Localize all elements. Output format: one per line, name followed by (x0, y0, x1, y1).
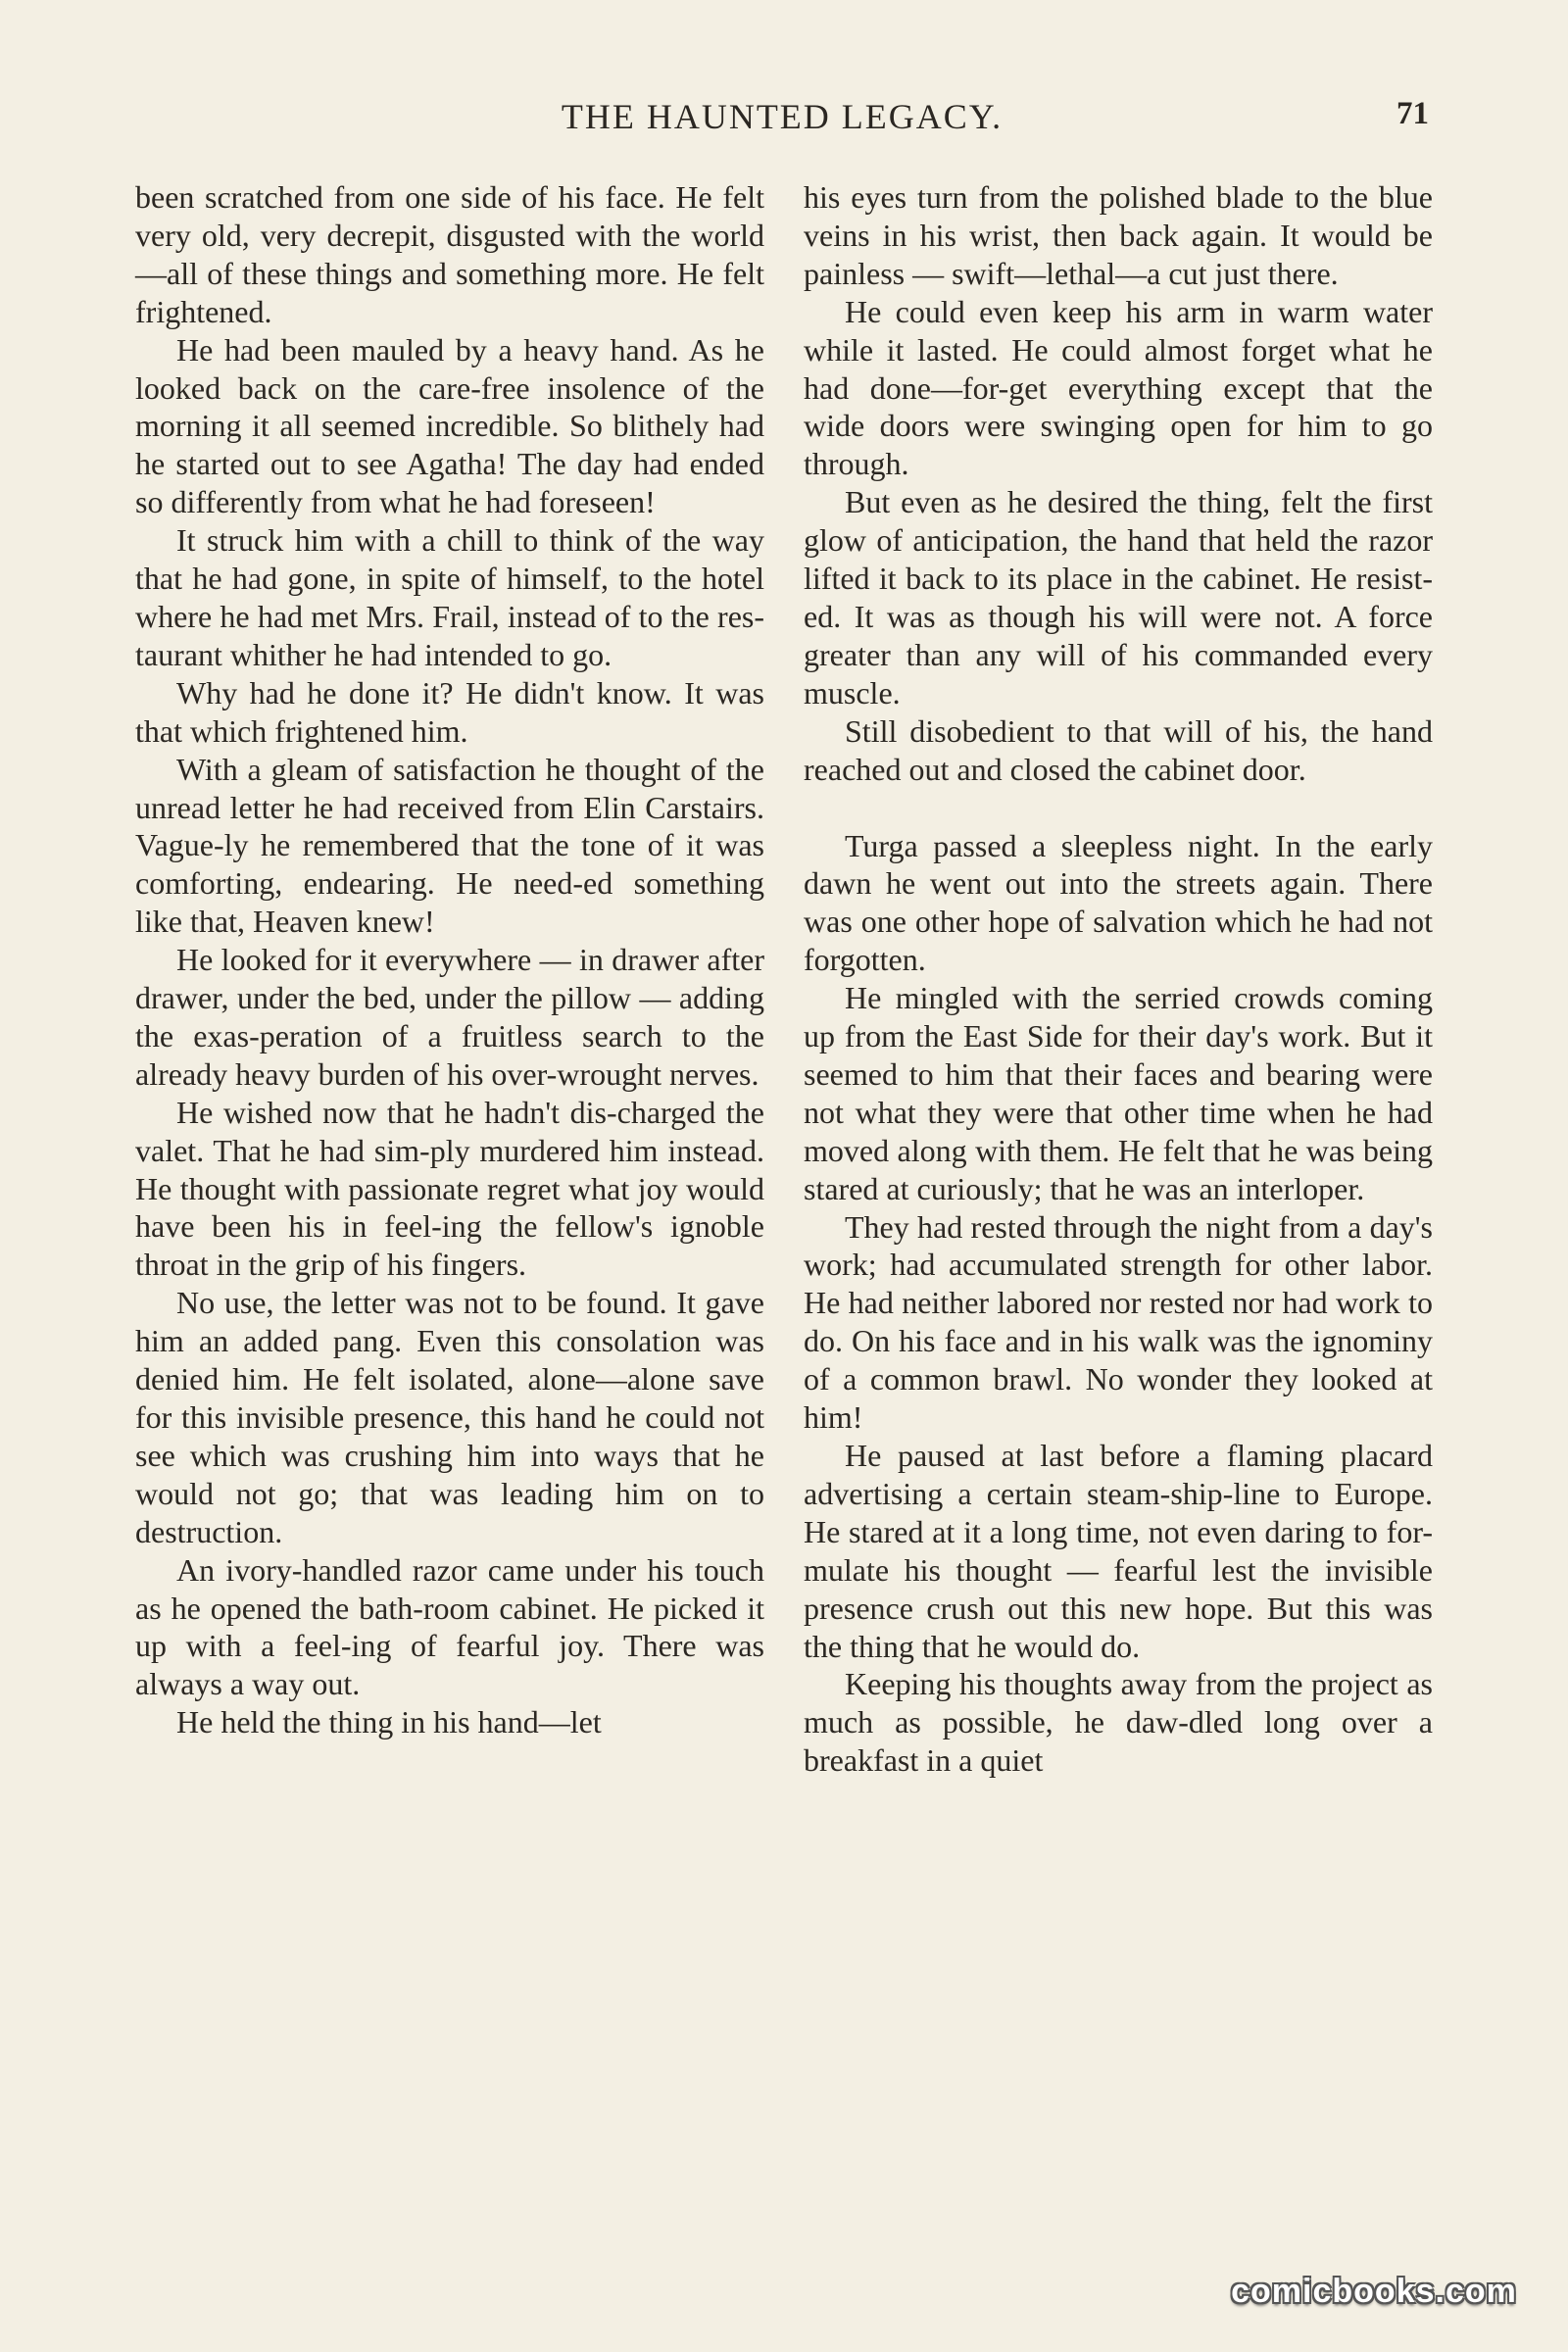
paragraph: been scratched from one side of his face. He felt very old, very decrepit, disgusted with the world—all of these things and something more. He felt frightened. (135, 179, 764, 329)
paragraph: But even as he desired the thing, felt the first glow of anticipation, the hand that held the razor lifted it back to its place in the cabinet. He resist-ed. It was as though his will were not. A force greater than any will of his commanded every muscle. (804, 484, 1433, 710)
paragraph-section-start: Turga passed a sleepless night. In the early dawn he went out into the streets again. There was one other hope of salvation which he had not forgotten. (804, 827, 1433, 978)
page-header (135, 96, 1429, 155)
paragraph: Still disobedient to that will of his, the hand reached out and closed the cabinet door. (804, 712, 1433, 787)
paragraph: He could even keep his arm in warm water while it lasted. He could almost forget what he had done—for-get everything except that the wide doors were swinging open for him to go through. (804, 293, 1433, 482)
paragraph: It struck him with a chill to think of the way that he had gone, in spite of himself, to the hotel where he had met Mrs. Frail, instead of to the res-taurant whither he had intended to go. (135, 522, 764, 672)
paragraph: He held the thing in his hand—let (176, 1704, 602, 1740)
paragraph: Keeping his thoughts away from the project as much as possible, he daw-dled long over a breakfast in a quiet (804, 1666, 1433, 1779)
paragraph: He mingled with the serried crowds coming up from the East Side for their day's work. But it seemed to him that their faces and bearing were not what they were that other time when he had moved along with them. He felt that he was being stared at curiously; that he was an interloper. (804, 980, 1433, 1206)
paragraph: They had rested through the night from a day's work; had accumulated strength for other labor. He had neither labored nor rested nor had work to do. On his face and in his walk was the ignominy of a common brawl. No wonder they looked at him! (804, 1208, 1433, 1436)
paragraph: He looked for it everywhere — in drawer after drawer, under the bed, under the pillow — adding the exas-peration of a fruitless search to the already heavy burden of his over-wrought nerves. (135, 942, 764, 1092)
left-column (135, 178, 764, 1741)
watermark: comicbooks.com (1231, 2272, 1517, 2310)
paragraph: An ivory-handled razor came under his touch as he opened the bath-room cabinet. He picked it up with a feel-ing of fearful joy. There was always a way out. (135, 1551, 764, 1702)
paragraph: Why had he done it? He didn't know. It was that which frightened him. (135, 674, 764, 749)
paragraph: his eyes turn from the polished blade to the blue veins in his wrist, then back again. It would be painless — swift—lethal—a cut just there. (804, 179, 1433, 291)
right-column (804, 178, 1433, 1780)
paragraph: No use, the letter was not to be found. It gave him an added pang. Even this consolation was denied him. He felt isolated, alone—alone save for this invisible presence, this hand he could not see which was crushing him into ways that he would not go; that was leading him on to destruction. (135, 1285, 764, 1549)
paragraph: He paused at last before a flaming placard advertising a certain steam-ship-line to Europe. He stared at it a long time, not even daring to for-mulate his thought — fearful lest the invisible presence crush out this new hope. But this was the thing that he would do. (804, 1438, 1433, 1664)
running-title: THE HAUNTED LEGACY. (561, 97, 1004, 136)
paragraph: He had been mauled by a heavy hand. As he looked back on the care-free insolence of the morning it all seemed incredible. So blithely had he started out to see Agatha! The day had ended so differently from what he had foreseen! (135, 331, 764, 520)
paragraph: He wished now that he hadn't dis-charged the valet. That he had sim-ply murdered him instead. He thought with passionate regret what joy would have been his in feel-ing the fellow's ignoble throat in the grip of his fingers. (135, 1094, 764, 1283)
paragraph: With a gleam of satisfaction he thought of the unread letter he had received from Elin Carstairs. Vague-ly he remembered that the tone of it was comforting, endearing. He need-ed something like that, Heaven knew! (135, 751, 764, 940)
page-number: 71 (1396, 96, 1429, 131)
